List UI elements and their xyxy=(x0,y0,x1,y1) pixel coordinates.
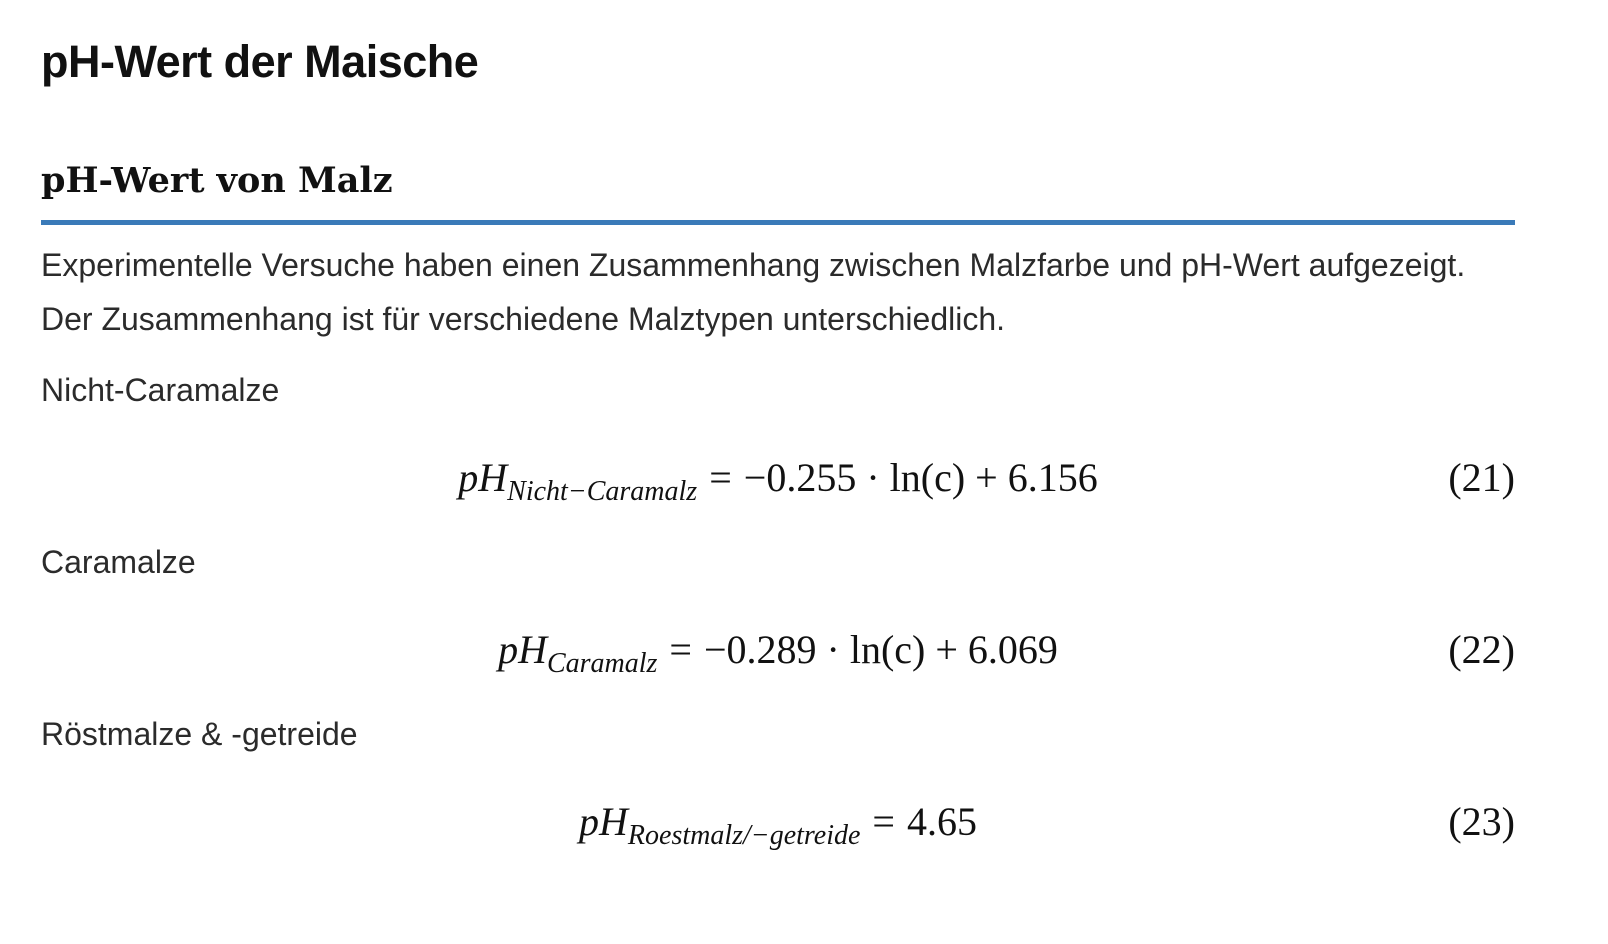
malt-type-label: Nicht-Caramalze xyxy=(41,372,280,408)
equation-formula: $pH_{Nicht-Caramalz} = -0.255 \cdot \ln(c) + 6.156$ xyxy=(458,455,1098,507)
equation-21 xyxy=(41,448,1515,508)
malt-type-label: Caramalze xyxy=(41,544,196,580)
equation-23 xyxy=(41,792,1515,852)
equation-number: (21) xyxy=(1448,455,1515,500)
section-divider xyxy=(41,220,1515,225)
page-title: pH-Wert der Maische xyxy=(41,36,479,87)
equation-formula: $pH_{Caramalz} = -0.289 \cdot \ln(c) + 6.069$ xyxy=(498,627,1058,679)
equation-number: (22) xyxy=(1448,627,1515,672)
section-title: pH-Wert von Malz xyxy=(41,160,393,201)
equation-number: (23) xyxy=(1448,799,1515,844)
equation-formula: $pH_{Roestmalz/-getreide} = 4.65$ xyxy=(579,799,977,851)
intro-paragraph: Experimentelle Versuche haben einen Zusammenhang zwischen Malzfarbe und pH-Wert aufgezeigt. Der Zusammenhang ist für verschiedene Malztypen unterschiedlich. xyxy=(41,247,1466,337)
next-section-title-cut-off xyxy=(41,922,741,944)
equation-22 xyxy=(41,620,1515,680)
document-page xyxy=(41,0,1515,944)
malt-type-label: Röstmalze & -getreide xyxy=(41,716,358,752)
